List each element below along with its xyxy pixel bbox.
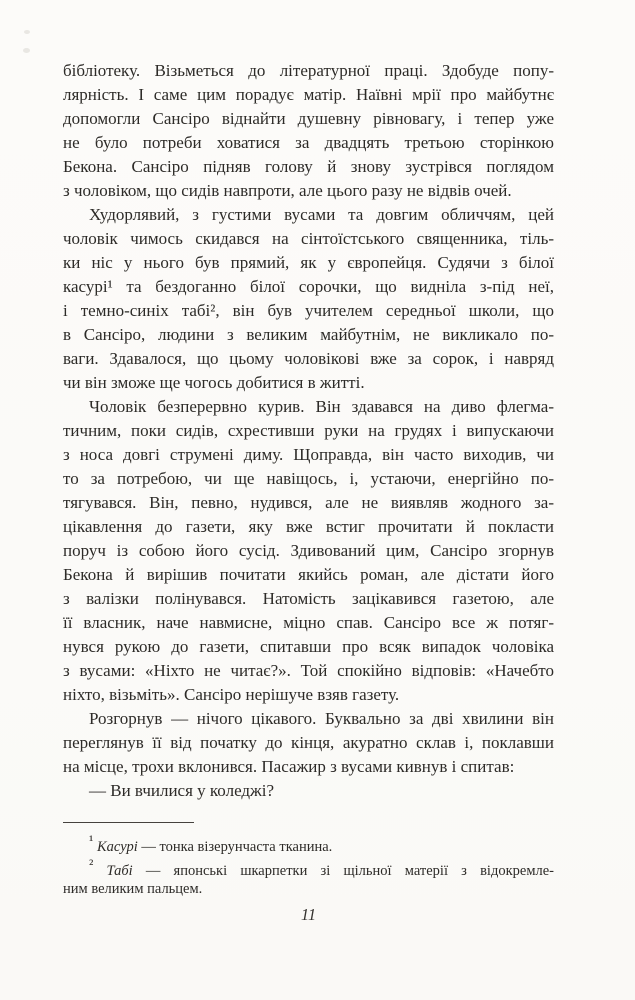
text-line: Бекона. Сансіро підняв голову й знову зустрівся поглядом: [63, 157, 554, 176]
scan-speck: [24, 30, 30, 34]
paragraph: [63, 59, 554, 203]
text-line: її власник, наче навмисне, міцно спав. Сансіро все ж потяг-: [63, 613, 554, 632]
text-block: [63, 59, 554, 926]
footnote: [63, 829, 554, 853]
text-line: ки ніс у нього був прямий, як у європейця. Судячи з білої: [63, 253, 554, 272]
text-line: і темно-синіх табі², він був учителем середньої школи, що: [63, 301, 554, 320]
footnote-marker: ²: [89, 857, 94, 873]
text-line: бібліотеку. Візьметься до літературної праці. Здобуде попу-: [63, 61, 554, 80]
text-line: ваги. Здавалося, що цьому чоловікові вже за сорок, і навряд: [63, 349, 554, 368]
text-line: нувся рукою до газети, спитавши про всяк випадок чоловіка: [63, 637, 554, 656]
footnote-separator: [63, 822, 194, 823]
text-line: в Сансіро, людини з великим майбутнім, не викликало по-: [63, 325, 554, 344]
text-line: касурі¹ та бездоганно білої сорочки, що видніла з-під неї,: [63, 277, 554, 296]
text-line: — Ви вчилися у коледжі?: [89, 781, 275, 800]
text-line: Бекона й вирішив почитати якийсь роман, але дістати його: [63, 565, 554, 584]
footnote-marker: ¹: [89, 833, 94, 849]
text-line: допомогли Сансіро віднайти душевну рівновагу, і тепер уже: [63, 109, 554, 128]
text-line: ним великим пальцем.: [63, 881, 203, 897]
paragraph: [63, 707, 554, 779]
footnote-section: [63, 829, 554, 901]
footnote-text: — японські шкарпетки зі щільної матерії з відокремле-: [132, 862, 554, 879]
text-line: поруч із собою його сусід. Здивований цим, Сансіро згорнув: [63, 541, 554, 560]
text-line: з носа довгі струмені диму. Щоправда, він часто виходив, чи: [63, 445, 554, 464]
footnote-text: — тонка візерунчаста тканина.: [137, 838, 333, 855]
text-line: чоловік чимось скидався на сінтоїстського священника, тіль-: [63, 229, 554, 248]
footnote: [63, 853, 554, 901]
text-line: ніхто, візьміть». Сансіро нерішуче взяв газету.: [63, 685, 400, 704]
text-line: переглянув її від початку до кінця, акуратно склав і, поклавши: [63, 733, 554, 752]
footnote-term: Касурі: [93, 838, 138, 855]
text-line: з валізки полінувався. Натомість зацікавився газетою, але: [63, 589, 554, 608]
text-line: лярність. І саме цим порадує матір. Наївні мрії про майбутнє: [63, 85, 554, 104]
text-line: [63, 853, 554, 877]
text-line: цікавлення до газети, яку вже встиг прочитати й покласти: [63, 517, 554, 536]
text-line: тичним, поки сидів, схрестивши руки на грудях і випускаючи: [63, 421, 554, 440]
text-line: не було потреби ховатися за двадцять третьою сторінкою: [63, 133, 554, 152]
footnote-term: Табі: [93, 862, 133, 879]
text-line: чи він зможе ще чогось добитися в житті.: [63, 373, 365, 392]
text-line: з чоловіком, що сидів навпроти, але цього разу не відвів очей.: [63, 181, 512, 200]
paragraph: [63, 395, 554, 707]
text-line: то за потребою, чи ще навіщось, і, устаючи, енергійно по-: [63, 469, 554, 488]
text-line: Худорлявий, з густими вусами та довгим обличчям, цей: [89, 205, 554, 224]
paragraph: [63, 203, 554, 395]
text-line: Чоловік безперервно курив. Він здавався на диво флегма-: [89, 397, 554, 416]
text-line: тягувався. Він, певно, нудився, але не виявляв жодного за-: [63, 493, 554, 512]
page-number: 11: [300, 905, 317, 924]
body-text: [63, 59, 554, 803]
text-line: Розгорнув — нічого цікавого. Буквально за дві хвилини він: [89, 709, 554, 728]
text-line: з вусами: «Ніхто не читає?». Той спокійно відповів: «Начебто: [63, 661, 554, 680]
text-line: на місце, трохи вклонився. Пасажир з вусами кивнув і спитав:: [63, 757, 515, 776]
scan-speck: [23, 48, 30, 53]
paragraph: [63, 779, 554, 803]
text-line: [63, 829, 554, 853]
